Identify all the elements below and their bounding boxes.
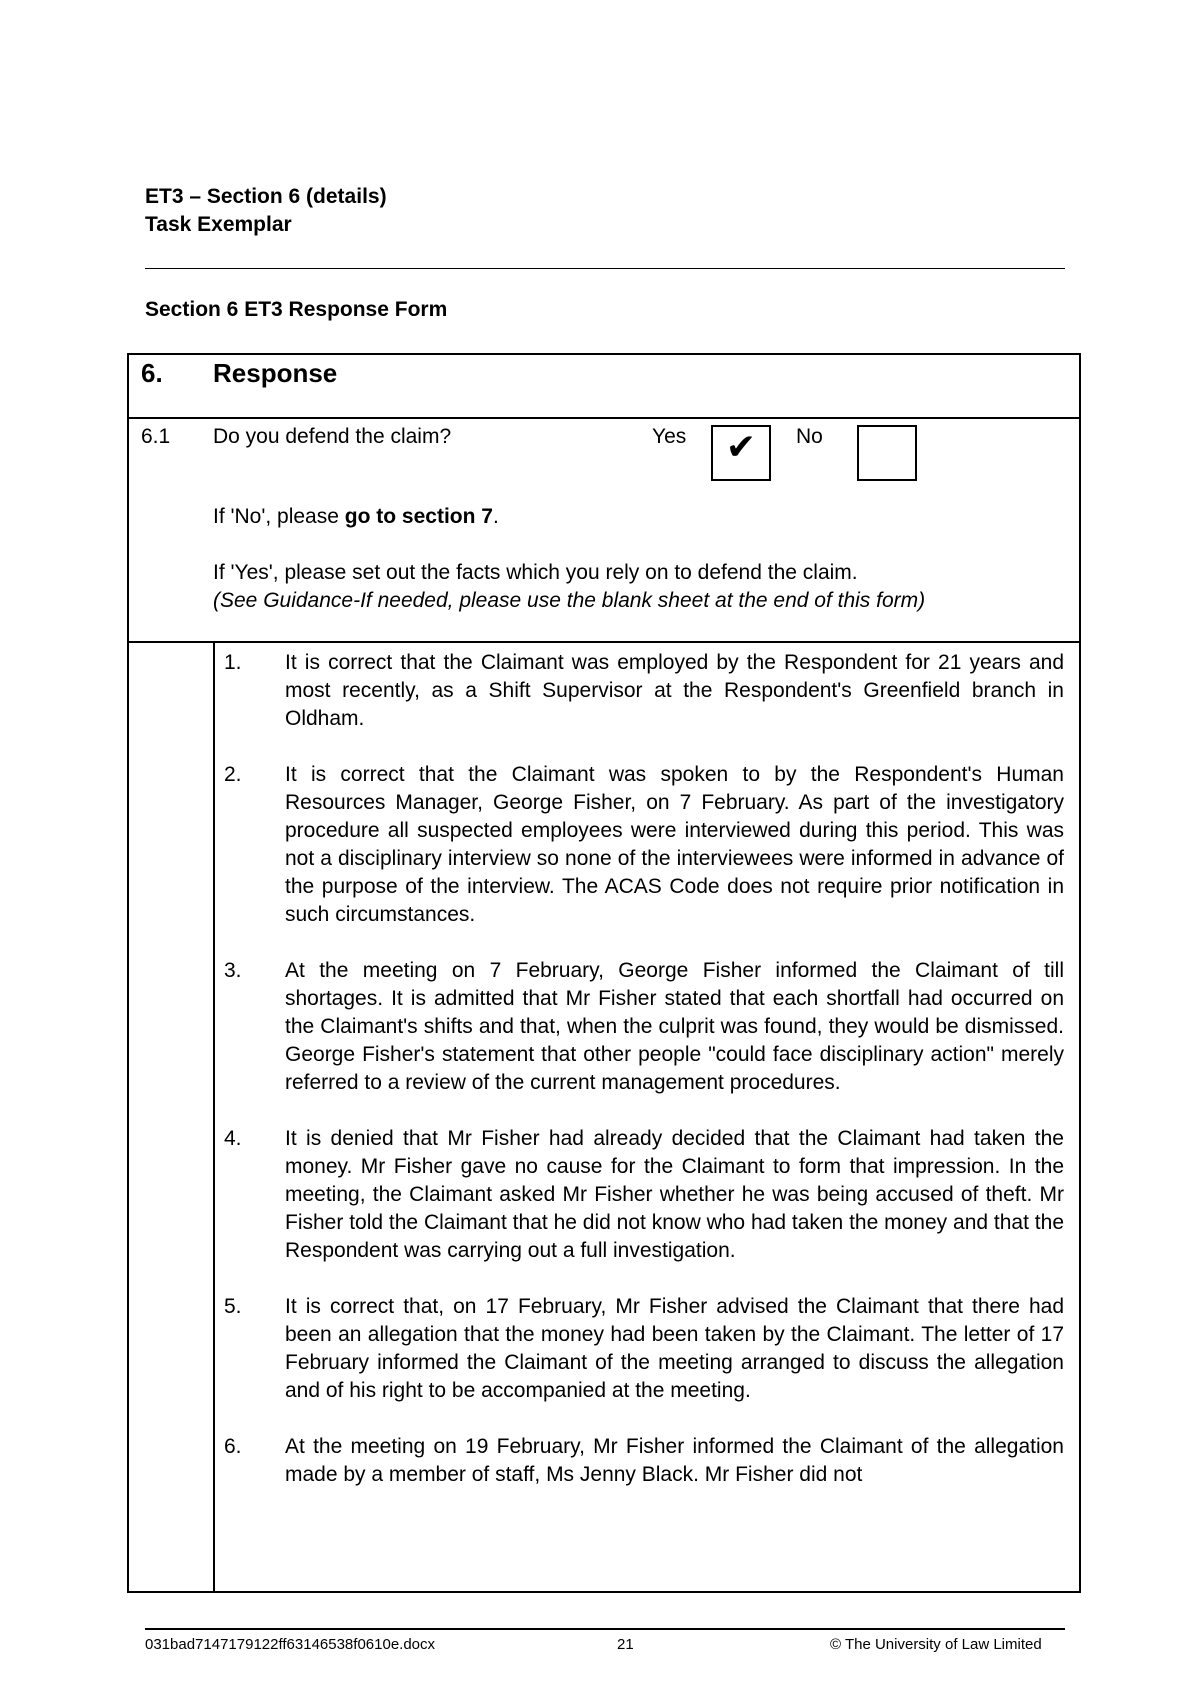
no-label: No	[796, 425, 823, 448]
item-number: 4.	[224, 1127, 242, 1150]
no-checkbox[interactable]	[857, 425, 917, 481]
list-item	[224, 761, 1064, 929]
item-text: It is denied that Mr Fisher had already decided that the Claimant had taken the money. Mr Fisher gave no cause for the Claimant to form that impression. In the meeting, the Claimant asked Mr Fisher whether he was being accused of theft. Mr Fisher told the Claimant that he did not know who had taken the money and that the Respondent was carrying out a full investigation.	[285, 1127, 1064, 1262]
form-section-number: 6.	[141, 358, 163, 388]
form-heading-row	[129, 355, 1079, 419]
item-text: At the meeting on 7 February, George Fisher informed the Claimant of till shortages. It is admitted that Mr Fisher stated that each shortfall had occurred on the Claimant's shifts and that, when the culprit was found, they would be dismissed. George Fisher's statement that other people "could face disciplinary action" merely referred to a review of the current management procedures.	[285, 959, 1064, 1094]
list-item	[224, 1293, 1064, 1405]
footer-filename: 031bad7147179122ff63146538f0610e.docx	[145, 1636, 436, 1653]
if-no-instruction: If 'No', please go to section 7.	[213, 505, 499, 528]
yes-checkbox[interactable]	[711, 425, 771, 481]
question-number: 6.1	[141, 425, 171, 448]
header-divider	[145, 268, 1065, 269]
item-text: It is correct that the Claimant was spoken to by the Respondent's Human Resources Manager, George Fisher, on 7 February. As part of the investigatory procedure all suspected employees were interviewed during this period. This was not a disciplinary interview so none of the interviewees were informed in advance of the purpose of the interview. The ACAS Code does not require prior notification in such circumstances.	[285, 763, 1064, 926]
item-text: At the meeting on 19 February, Mr Fisher informed the Claimant of the allegation made by a member of staff, Ms Jenny Black. Mr Fisher did not	[285, 1435, 1064, 1486]
list-item	[224, 1433, 1064, 1489]
list-item	[224, 957, 1064, 1097]
item-text: It is correct that, on 17 February, Mr Fisher advised the Claimant that there had been an allegation that the money had been taken by the Claimant. The letter of 17 February informed the Claimant of the meeting arranged to discuss the allegation and of his right to be accompanied at the meeting.	[285, 1295, 1064, 1402]
guidance-note: (See Guidance-If needed, please use the blank sheet at the end of this form)	[213, 589, 926, 612]
header-title: ET3 – Section 6 (details)	[145, 185, 387, 208]
form-section-title: Response	[213, 358, 338, 388]
footer-copyright: © The University of Law Limited	[830, 1636, 1042, 1653]
if-yes-instruction: If 'Yes', please set out the facts which you rely on to defend the claim.	[213, 561, 858, 584]
response-form	[127, 353, 1081, 1593]
page-number: 21	[617, 1636, 634, 1653]
footer-divider	[145, 1628, 1065, 1630]
response-body	[129, 643, 1079, 1593]
go-to-section-link-text: go to section 7	[344, 505, 493, 528]
item-number: 1.	[224, 651, 242, 674]
item-number: 3.	[224, 959, 242, 982]
item-number: 2.	[224, 763, 242, 786]
question-text: Do you defend the claim?	[213, 425, 452, 448]
document-header	[145, 183, 387, 239]
check-icon: ✔	[725, 426, 757, 467]
column-divider	[213, 643, 215, 1593]
question-row	[129, 419, 1079, 643]
list-item	[224, 649, 1064, 733]
section-title: Section 6 ET3 Response Form	[145, 298, 448, 321]
list-item	[224, 1125, 1064, 1265]
item-number: 5.	[224, 1295, 242, 1318]
response-list[interactable]	[224, 649, 1064, 1517]
header-subtitle: Task Exemplar	[145, 213, 292, 236]
item-text: It is correct that the Claimant was employed by the Respondent for 21 years and most recently, as a Shift Supervisor at the Respondent's Greenfield branch in Oldham.	[285, 651, 1064, 730]
item-number: 6.	[224, 1435, 242, 1458]
yes-label: Yes	[652, 425, 687, 448]
